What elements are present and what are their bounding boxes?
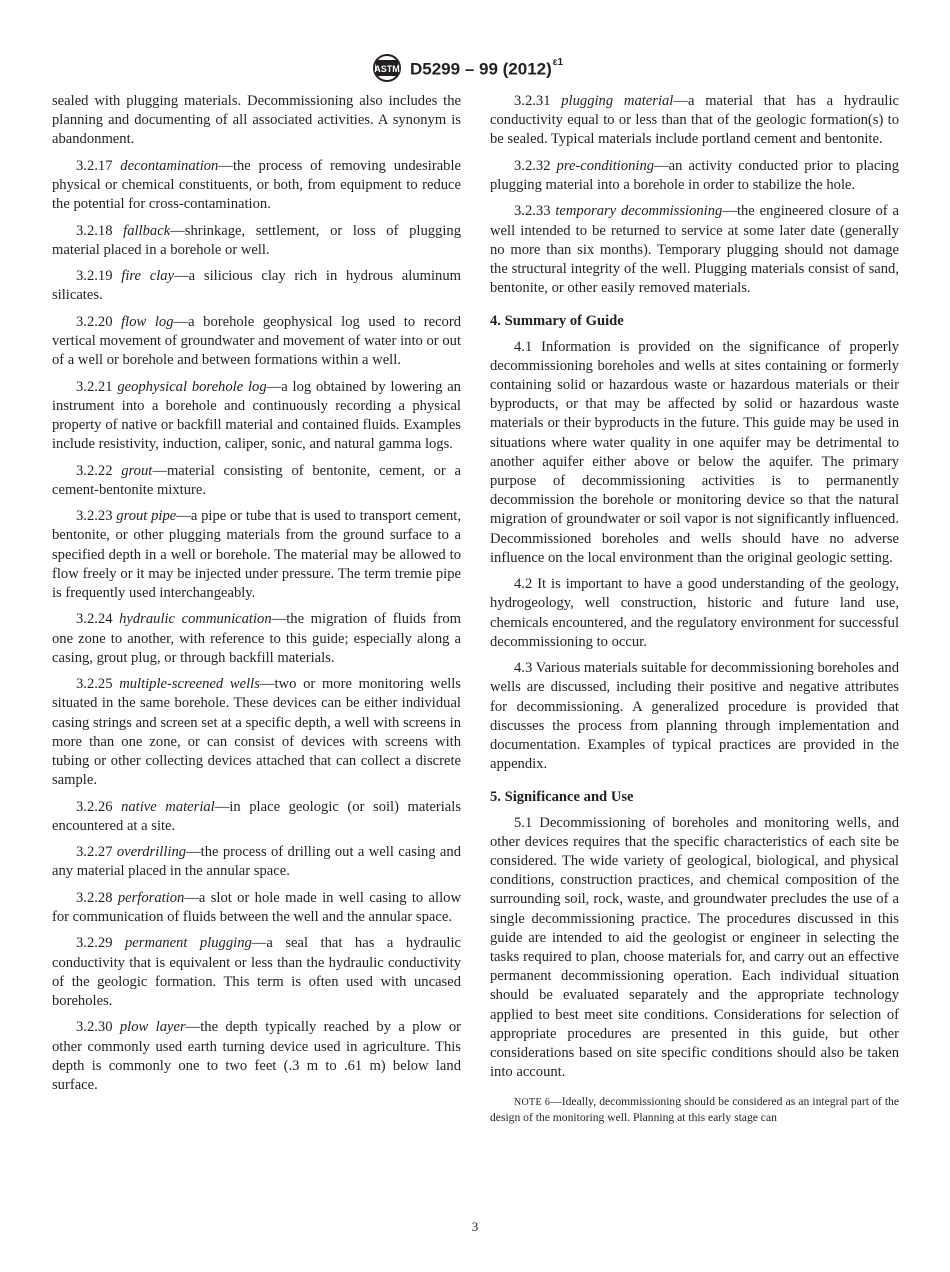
standard-designation bbox=[410, 55, 563, 81]
right-column bbox=[490, 92, 899, 1126]
definition-3-2-20: 3.2.20 flow log—a borehole geophysical log used to record vertical movement of groundwater and movement of water into or out of a well or borehole and between formations within a well. bbox=[52, 313, 461, 369]
definition-3-2-21: 3.2.21 geophysical borehole log—a log obtained by lowering an instrument into a borehole and continuously recording a physical property of native or backfill material and contained fluids. Examples include resistivity, induction, caliper, sonic, and natural gamma logs. bbox=[52, 378, 461, 453]
term: hydraulic communication bbox=[119, 611, 272, 628]
note-6 bbox=[490, 1094, 899, 1126]
term: multiple-screened wells bbox=[119, 676, 260, 693]
epsilon-superscript: ε1 bbox=[552, 57, 564, 68]
section-4-heading: 4. Summary of Guide bbox=[490, 313, 624, 330]
definition-3-2-25: 3.2.25 multiple-screened wells—two or more monitoring wells situated in the same borehole. These devices can be either individual casing strings and screen set at a specific depth, a well with screens in more than one zone, or can consist of devices with screens with tubing or other collecting devices attached that can collect a discrete sample. bbox=[52, 676, 461, 789]
term: grout bbox=[121, 462, 153, 479]
definition-3-2-31: 3.2.31 plugging material—a material that has a hydraulic conductivity equal to or less than that of the geologic formation(s) to be sealed. Typical materials include portland cement and bentonite. bbox=[490, 93, 899, 148]
left-column bbox=[52, 92, 461, 1102]
term: decontamination bbox=[120, 157, 219, 174]
note-text: —Ideally, decommissioning should be considered as an integral part of the design of the monitoring well. Planning at this early stage can bbox=[490, 1094, 899, 1124]
note-label: NOTE 6 bbox=[514, 1096, 551, 1108]
term: fire clay bbox=[121, 268, 175, 285]
definition-3-2-22: 3.2.22 grout—material consisting of bentonite, cement, or a cement-bentonite mixture. bbox=[52, 462, 461, 498]
term: grout pipe bbox=[116, 508, 177, 525]
paragraph-4-2: 4.2 It is important to have a good understanding of the geology, hydrogeology, well construction, historic and future land use, chemicals encountered, and the regulatory environment for successful decommissioning to occur. bbox=[490, 576, 899, 650]
definition-3-2-23: 3.2.23 grout pipe—a pipe or tube that is used to transport cement, bentonite, or other plugging materials from the ground surface to a specified depth in a well or borehole. The material may be allowed to flow freely or it may be injected under pressure. The term tremie pipe is frequently used interchangeably. bbox=[52, 508, 462, 601]
designation-text: D5299 – 99 (2012) bbox=[410, 59, 552, 79]
definition-3-2-24: 3.2.24 hydraulic communication—the migration of fluids from one zone to another, with reference to this guide; especially along a casing, grout plug, or through backfill materials. bbox=[52, 611, 461, 666]
term: geophysical borehole log bbox=[117, 378, 267, 395]
term: plow layer bbox=[119, 1019, 186, 1036]
paragraph-4-1: 4.1 Information is provided on the significance of properly decommissioning boreholes and wells at sites containing or formerly containing solid or hazardous waste or hazardous materials or their byproducts, or that may be affected by solid or hazardous waste materials or their byproducts in the future. This guide may be used in situations where water quality in one aquifer may be detrimental to another aquifer either above or below the aquifer. The primary purpose of decommissioning activities is to permanently decommission the borehole or monitoring device so that the natural migration of groundwater or soil vapor is not significantly influenced. Decommissioned boreholes and wells should have no adverse influence on the local environment than the original geologic setting. bbox=[490, 338, 899, 566]
definition-3-2-17: 3.2.17 decontamination—the process of removing undesirable physical or chemical constituents, or both, from equipment to reduce the potential for cross-contamination. bbox=[52, 157, 461, 213]
page-header bbox=[0, 53, 950, 83]
term: plugging material bbox=[561, 93, 674, 109]
page-number: 3 bbox=[471, 1219, 479, 1234]
definition-3-2-27: 3.2.27 overdrilling—the process of drilling out a well casing and any material placed in the annular space. bbox=[52, 844, 462, 880]
section-5-heading: 5. Significance and Use bbox=[490, 789, 634, 806]
definition-3-2-26: 3.2.26 native material—in place geologic (or soil) materials encountered at a site. bbox=[52, 798, 462, 834]
term: fallback bbox=[123, 222, 171, 239]
term: native material bbox=[121, 798, 215, 815]
definition-3-2-18: 3.2.18 fallback—shrinkage, settlement, or loss of plugging material placed in a borehole or well. bbox=[52, 222, 461, 258]
definition-3-2-19: 3.2.19 fire clay—a silicious clay rich in hydrous aluminum silicates. bbox=[52, 268, 461, 304]
term: flow log bbox=[121, 313, 174, 330]
svg-text:ASTM: ASTM bbox=[374, 64, 400, 74]
definition-3-2-33: 3.2.33 temporary decommissioning—the engineered closure of a well intended to be returned to service at some later date (generally no more than six months). Temporary plugging should not damage the structural integrity of the well. Plugging materials consist of sand, bentonite, or other easily removed materials. bbox=[490, 203, 899, 297]
term: pre-conditioning bbox=[556, 157, 655, 174]
continued-paragraph: sealed with plugging materials. Decommissioning also includes the planning and documenting of all associated activities. A synonym is abandonment. bbox=[52, 93, 461, 148]
term: overdrilling bbox=[116, 844, 187, 861]
paragraph-5-1: 5.1 Decommissioning of boreholes and monitoring wells, and other devices requires that the specific characteristics of each site be considered. The wide variety of geological, biological, and physical conditions, construction practices, and chemical composition of the surrounding soil, rock, waste, and groundwater precludes the use of a single decommissioning practice. The procedures discussed in this guide are intended to aid the geologist or engineer in selecting the tasks required to plan, choose materials for, and carry out an effective permanent decommissioning operation. Each individual situation should be evaluated separately and the appropriate technology applied to best meet site conditions. Considerations for selection of appropriate procedures are presented in this guide, but other considerations based on site specific conditions should also be taken into account. bbox=[490, 814, 899, 1081]
definition-3-2-28: 3.2.28 perforation—a slot or hole made in well casing to allow for communication of fluids between the well and the annular space. bbox=[52, 889, 461, 925]
definition-3-2-29: 3.2.29 permanent plugging—a seal that has a hydraulic conductivity that is equivalent or less than the hydraulic conductivity of the geologic formation. This term is often used with uncased boreholes. bbox=[52, 935, 461, 1009]
term: temporary decommissioning bbox=[555, 203, 723, 220]
term: permanent plugging bbox=[124, 935, 252, 952]
definition-3-2-32: 3.2.32 pre-conditioning—an activity conducted prior to placing plugging material into a borehole in order to stabilize the hole. bbox=[490, 157, 899, 193]
astm-logo-icon bbox=[370, 53, 404, 83]
term: perforation bbox=[117, 889, 185, 906]
definition-3-2-30: 3.2.30 plow layer—the depth typically reached by a plow or other commonly used earth turning device used in agriculture. This depth is commonly one to two feet (.3 m to .61 m) below land surface. bbox=[52, 1019, 461, 1093]
paragraph-4-3: 4.3 Various materials suitable for decommissioning boreholes and wells are discussed, including their positive and negative attributes for decommissioning. A generalized procedure is provided that discusses the process from planning through implementation and documentation. Examples of typical practices are provided in the appendix. bbox=[490, 660, 899, 773]
